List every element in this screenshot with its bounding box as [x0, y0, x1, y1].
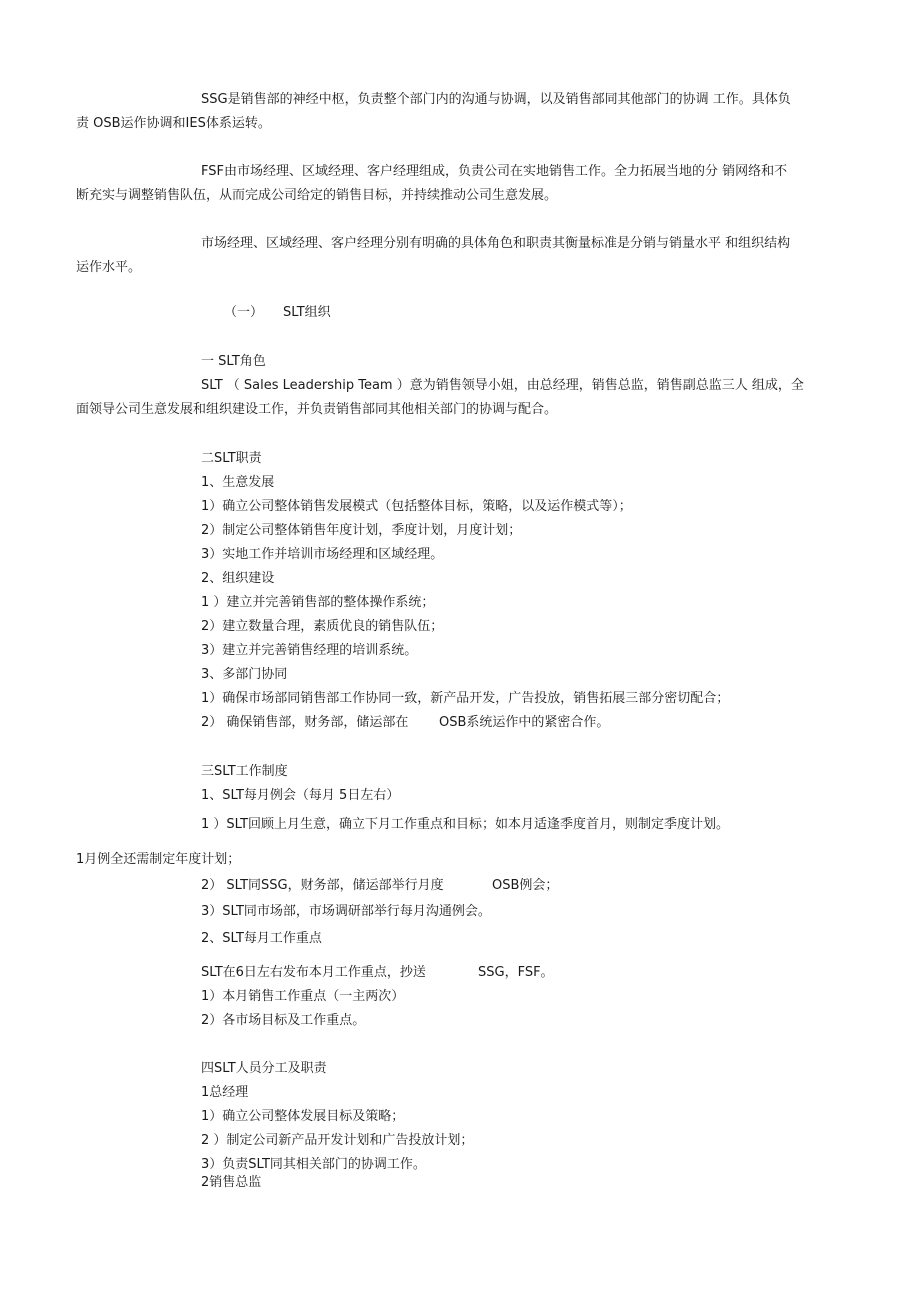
system-item: 1 ）SLT回顾上月生意，确立下月工作重点和目标；如本月适逢季度首月，则制定季度计划。 — [201, 817, 730, 832]
slt-duties-heading: 二SLT职责 — [201, 451, 262, 466]
duty-item: 3）实地工作并培训市场经理和区域经理。 — [201, 547, 444, 562]
duty-group-business: 1、生意发展 — [201, 475, 275, 490]
staff-item: 3）负责SLT同其相关部门的协调工作。 — [201, 1157, 426, 1172]
system-item-part-a: 2） SLT同SSG，财务部，储运部举行月度 — [201, 878, 444, 893]
staff-item: 2 ）制定公司新产品开发计划和广告投放计划； — [201, 1133, 474, 1148]
duty-item: 3）建立并完善销售经理的培训系统。 — [201, 643, 418, 658]
system-item-continuation: 1月例全还需制定年度计划； — [76, 852, 241, 867]
manager-paragraph-line-2: 运作水平。 — [76, 260, 142, 275]
system-item-part-b: OSB例会； — [492, 878, 559, 893]
slt-role-text-line-1: SLT （ Sales Leadership Team ）意为销售领导小姐，由总经理，销售总监，销售副总监三人 组成，全 — [201, 378, 804, 393]
slt-system-heading: 三SLT工作制度 — [201, 764, 288, 779]
system-item: 3）SLT同市场部，市场调研部举行每月沟通例会。 — [201, 904, 491, 919]
slt-role-text-line-2: 面领导公司生意发展和组织建设工作，并负责销售部同其他相关部门的协调与配合。 — [76, 402, 558, 417]
duty-item: 1 ）建立并完善销售部的整体操作系统； — [201, 595, 435, 610]
staff-item: 1）确立公司整体发展目标及策略； — [201, 1109, 405, 1124]
monthly-focus-heading: 2、SLT每月工作重点 — [201, 931, 322, 946]
sales-director-heading: 2销售总监 — [201, 1175, 262, 1190]
duty-item: 2）建立数量合理，素质优良的销售队伍； — [201, 619, 444, 634]
fsf-paragraph-line-2: 断充实与调整销售队伍，从而完成公司给定的销售目标，并持续推动公司生意发展。 — [76, 188, 558, 203]
section-number: （一） — [224, 305, 264, 320]
duty-group-organization: 2、组织建设 — [201, 571, 275, 586]
slt-role-heading: 一 SLT角色 — [201, 354, 266, 369]
monthly-meeting-heading: 1、SLT每月例会（每月 5日左右） — [201, 788, 400, 803]
manager-paragraph-line-1: 市场经理、区域经理、客户经理分别有明确的具体角色和职责其衡量标准是分销与销量水平 和组织结构 — [201, 236, 791, 251]
duty-item: 1）确保市场部同销售部工作协同一致，新产品开发，广告投放，销售拓展三部分密切配合； — [201, 691, 730, 706]
system-item: 1）本月销售工作重点（一主两次） — [201, 989, 405, 1004]
section-title: SLT组织 — [283, 305, 331, 320]
system-item: 2）各市场目标及工作重点。 — [201, 1013, 366, 1028]
monthly-focus-text-part-a: SLT在6日左右发布本月工作重点，抄送 — [201, 965, 426, 980]
duty-item: 2）制定公司整体销售年度计划，季度计划，月度计划； — [201, 523, 522, 538]
ssg-paragraph-line-2: 责 OSB运作协调和IES体系运转。 — [76, 116, 271, 131]
duty-item-part-b: OSB系统运作中的紧密合作。 — [439, 715, 610, 730]
general-manager-heading: 1总经理 — [201, 1085, 249, 1100]
ssg-paragraph-line-1: SSG是销售部的神经中枢，负责整个部门内的沟通与协调，以及销售部同其他部门的协调 工作。具体负 — [201, 92, 791, 107]
duty-item: 1）确立公司整体销售发展模式（包括整体目标，策略，以及运作模式等）； — [201, 499, 632, 514]
fsf-paragraph-line-1: FSF由市场经理、区域经理、客户经理组成，负责公司在实地销售工作。全力拓展当地的分 销网络和不 — [201, 164, 788, 179]
monthly-focus-text-part-b: SSG，FSF。 — [478, 965, 554, 980]
duty-group-coordination: 3、多部门协同 — [201, 667, 288, 682]
duty-item-part-a: 2） 确保销售部，财务部，储运部在 — [201, 715, 409, 730]
slt-staff-heading: 四SLT人员分工及职责 — [201, 1061, 327, 1076]
